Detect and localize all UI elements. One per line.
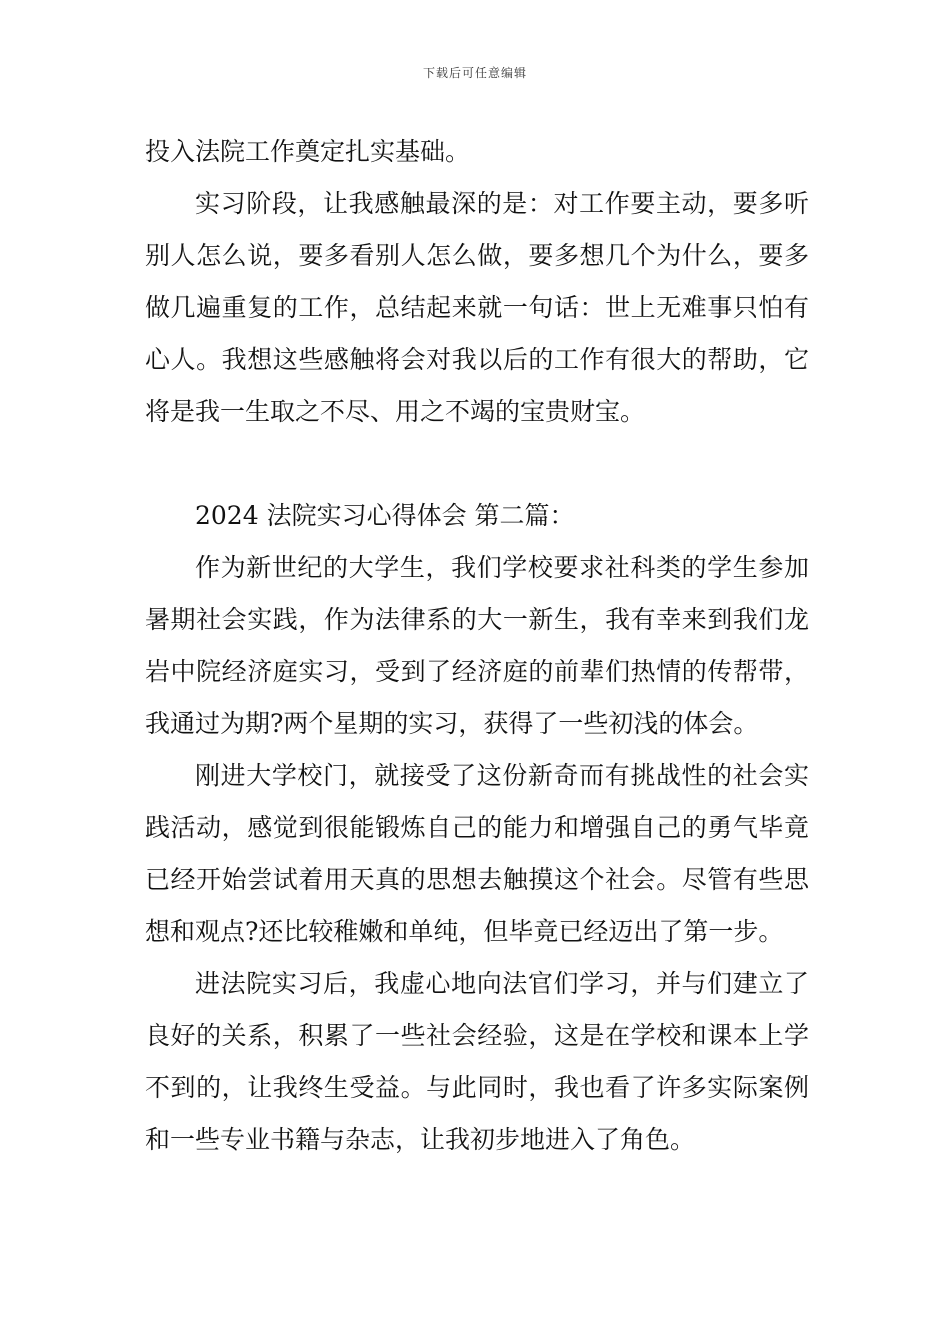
section-paragraph-3: 进法院实习后，我虚心地向法官们学习，并与们建立了良好的关系，积累了一些社会经验，这是在学校和课本上学不到的，让我终生受益。与此同时，我也看了许多实际案例和一些专业书籍与杂志，让我初步地进入了角色。: [145, 969, 809, 1154]
paragraph-continuation: 投入法院工作奠定扎实基础。: [145, 137, 471, 166]
section-paragraph-1: 作为新世纪的大学生，我们学校要求社科类的学生参加暑期社会实践，作为法律系的大一新生，我有幸来到我们龙岩中院经济庭实习，受到了经济庭的前辈们热情的传帮带，我通过为期?两个星期的实习，获得了一些初浅的体会。: [145, 553, 809, 738]
paragraph-reflection: 实习阶段，让我感触最深的是：对工作要主动，要多听别人怎么说，要多看别人怎么做，要多想几个为什么，要多做几遍重复的工作，总结起来就一句话：世上无难事只怕有心人。我想这些感触将会对我以后的工作有很大的帮助，它将是我一生取之不尽、用之不竭的宝贵财宝。: [145, 189, 809, 426]
document-body: [145, 126, 809, 1166]
section-paragraph-2: 刚进大学校门，就接受了这份新奇而有挑战性的社会实践活动，感觉到很能锻炼自己的能力和增强自己的勇气毕竟已经开始尝试着用天真的思想去触摸这个社会。尽管有些思想和观点?还比较稚嫩和单纯，但毕竟已经迈出了第一步。: [145, 761, 809, 946]
section-title: 2024 法院实习心得体会 第二篇：: [195, 501, 575, 530]
page-header: 下载后可任意编辑: [422, 66, 527, 80]
